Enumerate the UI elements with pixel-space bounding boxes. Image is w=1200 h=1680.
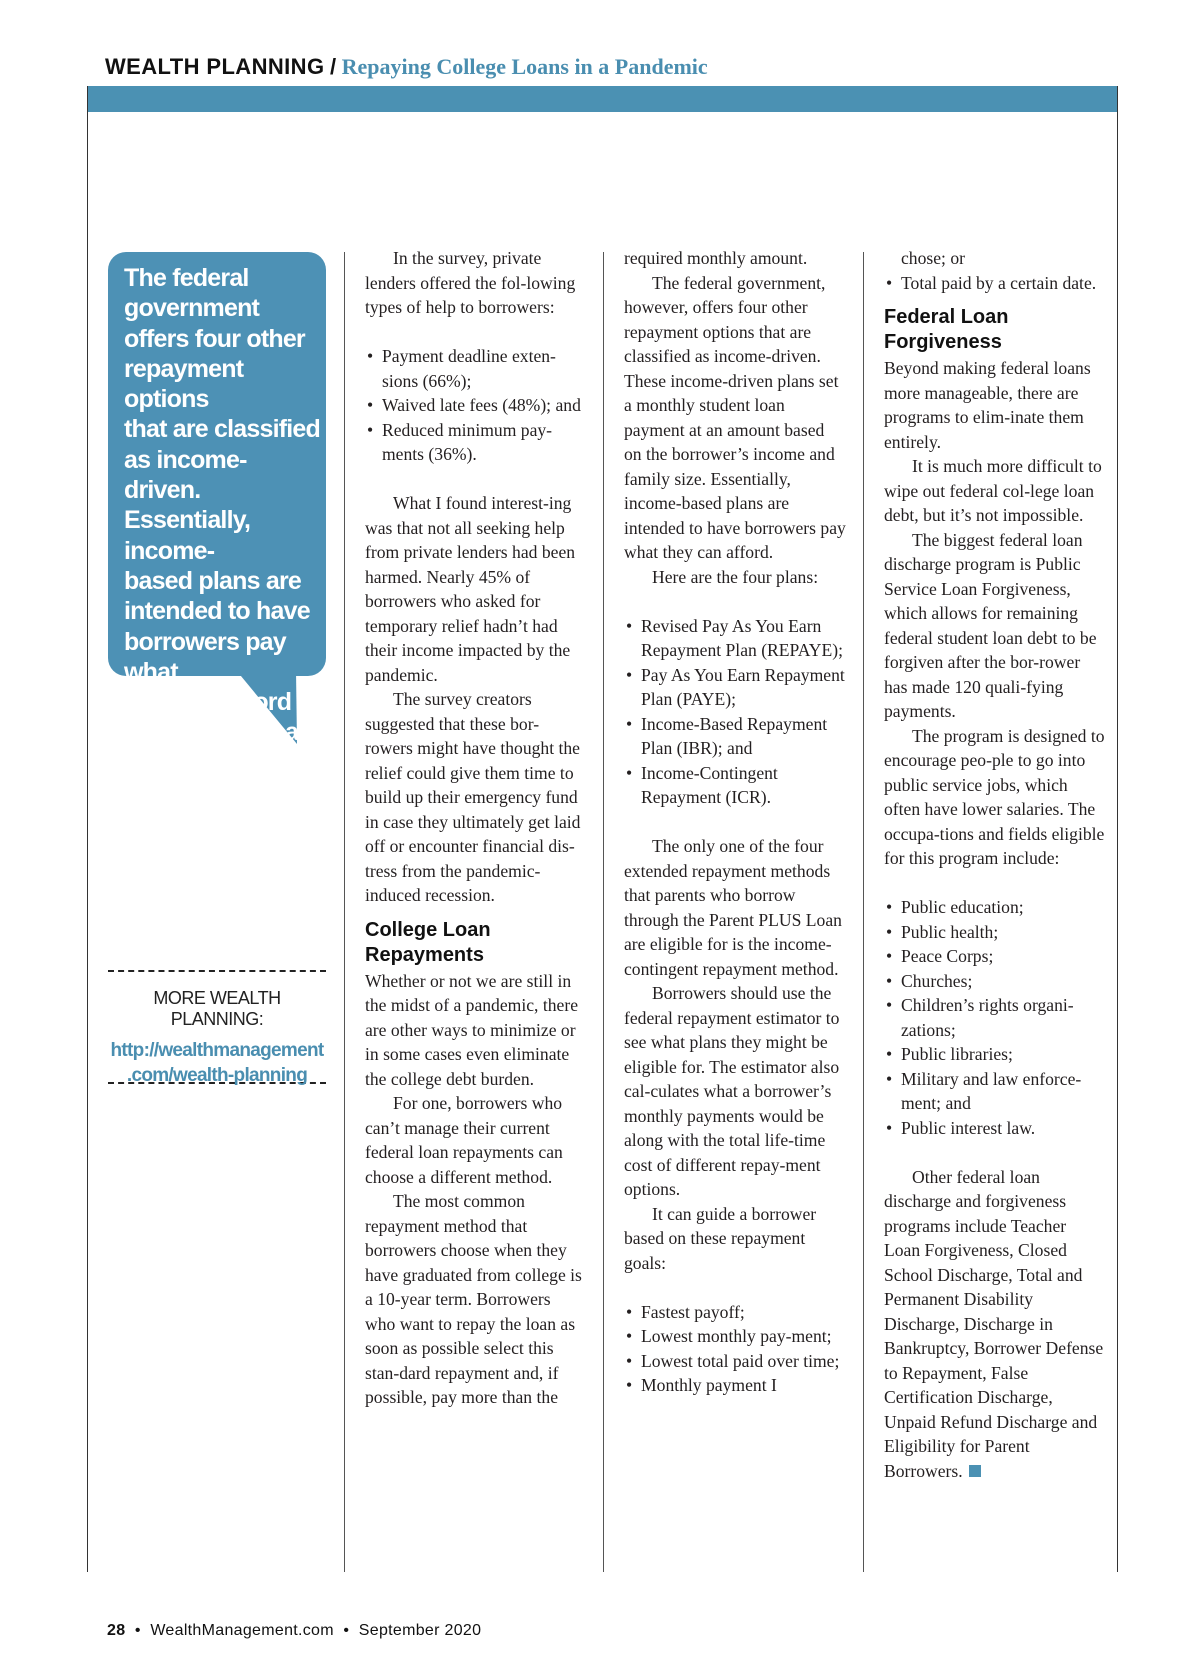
pull-quote-line: based plans are	[124, 566, 301, 595]
income-driven-plans-list	[624, 614, 846, 810]
link-line: .com/wealth-planning	[126, 1065, 308, 1086]
pull-quote-line: rather than what	[124, 718, 306, 747]
pull-quote-line: government	[124, 294, 260, 323]
more-label: MORE WEALTH PLANNING:	[153, 988, 281, 1029]
subheading-college-loan-repayments: College Loan Repayments	[365, 918, 491, 966]
list-item: • Military and law enforce-ment; and	[884, 1067, 1106, 1116]
footer-bullet: •	[338, 1622, 355, 1639]
footer-bullet: •	[130, 1622, 146, 1639]
article-column-2	[624, 246, 846, 1398]
pull-quote-line: borrowers pay what	[124, 627, 286, 686]
pull-quote-line: as income-driven.	[124, 445, 247, 505]
section-label: WEALTH PLANNING	[105, 54, 325, 79]
repayment-goals-list-cont	[884, 271, 1106, 296]
list-item: • Income-Based Repayment Plan (IBR); and	[624, 712, 846, 761]
publication-name: WealthManagement.com	[150, 1622, 334, 1639]
more-wealth-planning-box	[108, 970, 326, 1084]
pull-quote-line: The federal	[124, 264, 249, 292]
body-paragraph: The most common repayment method that borrowers choose when they have graduated from college is a 10-year term. Borrowers who want to repay the loan as soon as possible select this stan-dard repayment and, if possible, pay more than the	[365, 1191, 582, 1407]
list-item: • Public libraries;	[884, 1042, 1106, 1067]
list-item: • Lowest monthly pay-ment;	[624, 1324, 846, 1349]
pull-quote-line: they owe.	[124, 748, 231, 777]
subheading-federal-loan-forgiveness: Federal Loan Forgiveness	[884, 306, 1009, 353]
header-separator: /	[329, 54, 337, 79]
article-column-1	[365, 246, 585, 1410]
body-paragraph: It is much more difficult to wipe out federal col-lege loan debt, but it’s not impossible.	[884, 456, 1102, 525]
list-continuation: chose; or	[901, 248, 966, 268]
list-item: • Public health;	[884, 920, 1106, 945]
body-paragraph: Here are the four plans:	[652, 566, 819, 587]
list-item: • Churches;	[884, 969, 1106, 994]
help-types-list	[365, 344, 585, 467]
list-item: • Public education;	[884, 895, 1106, 920]
list-item: • Waived late fees (48%); and	[365, 393, 585, 418]
page-footer	[107, 1622, 481, 1640]
end-of-article-mark	[969, 1465, 981, 1477]
eligible-fields-list	[884, 895, 1106, 1140]
column-rule	[344, 252, 345, 1572]
body-paragraph: Beyond making federal loans more manageable, there are programs to elim-inate them entirely.	[884, 358, 1091, 452]
list-item: • Peace Corps;	[884, 944, 1106, 969]
list-item: • Fastest payoff;	[624, 1300, 846, 1325]
pull-quote-line: offers four other	[124, 324, 305, 353]
article-topic: Repaying College Loans in a Pandemic	[341, 54, 708, 79]
body-paragraph: The program is designed to encourage peo-ple to go into public service jobs, which often have lower salaries. The occupa-tions and fields eligible for this program include:	[884, 725, 1105, 868]
page-number: 28	[107, 1622, 126, 1639]
list-item: • Reduced minimum pay-ments (36%).	[365, 418, 585, 467]
list-item: • Revised Pay As You Earn Repayment Plan (REPAYE);	[624, 614, 846, 663]
body-paragraph: Whether or not we are still in the midst of a pandemic, there are other ways to minimize or in some cases even eliminate the college debt burden.	[365, 970, 579, 1089]
article-column-3	[884, 246, 1106, 1483]
issue-date: September 2020	[358, 1622, 482, 1639]
list-item: • Children’s rights organi-zations;	[884, 993, 1106, 1042]
pull-quote-line: that are classified	[124, 415, 321, 444]
column-rule	[863, 252, 864, 1572]
column-rule	[603, 252, 604, 1572]
list-item: • Public interest law.	[884, 1116, 1106, 1141]
list-item: • Income-Contingent Repayment (ICR).	[624, 761, 846, 810]
body-paragraph-final	[884, 1165, 1106, 1484]
final-paragraph-text: Other federal loan discharge and forgiveness programs include Teacher Loan Forgiveness, Closed School Discharge, Total and Permanent Disability Discharge, Discharge in Bankruptcy, Borrower Defense to Repayment, False Certification Discharge, Unpaid Refund Discharge and Eligibility for Parent Borrowers.	[884, 1166, 1104, 1481]
list-item: • Total paid by a certain date.	[884, 271, 1106, 296]
list-item: • Monthly payment I	[624, 1373, 846, 1398]
list-item: • Lowest total paid over time;	[624, 1349, 846, 1374]
repayment-goals-list	[624, 1300, 846, 1398]
body-paragraph: It can guide a borrower based on these repayment goals:	[624, 1203, 817, 1273]
body-paragraph: The only one of the four extended repayment methods that parents who borrow through the Parent PLUS Loan are eligible for is the income-contingent repayment method.	[624, 836, 842, 979]
body-paragraph: Borrowers should use the federal repayment estimator to see what plans they might be eligible for. The estimator also cal-culates what a borrower’s monthly payments would be along with the total life-time cost of different repay-ment options.	[624, 983, 840, 1199]
body-paragraph: The survey creators suggested that these bor-rowers might have thought the relief could give them time to build up their emergency fund in case they ultimately get laid off or encounter financial dis-tress from the pandemic-induced recession.	[365, 689, 581, 905]
list-item: • Payment deadline exten-sions (66%);	[365, 344, 585, 393]
pull-quote-text	[124, 263, 320, 778]
pull-quote-line: Essentially, income-	[124, 506, 251, 565]
pull-quote-line: they can afford	[124, 688, 292, 717]
body-paragraph: What I found interest-ing was that not all seeking help from private lenders had been harmed. Nearly 45% of borrowers who asked for temporary relief hadn’t had their income impacted by the pandemic.	[365, 493, 576, 685]
body-paragraph: The federal government, however, offers four other repayment options that are classified as income-driven. These income-driven plans set a monthly student loan payment at an amount based on the borrower’s income and family size. Essentially, income-based plans are intended to have borrowers pay what they can afford.	[624, 272, 846, 562]
body-paragraph: The biggest federal loan discharge program is Public Service Loan Forgiveness, which allows for remaining federal student loan debt to be forgiven after the bor-rower has made 120 quali-fying payments.	[884, 529, 1097, 721]
pull-quote-line: intended to have	[124, 597, 310, 626]
link-line: http://wealthmanagement	[110, 1040, 324, 1061]
body-paragraph: For one, borrowers who can’t manage their current federal loan repayments can choose a different method.	[365, 1093, 563, 1187]
list-item: • Pay As You Earn Repayment Plan (PAYE);	[624, 663, 846, 712]
body-paragraph: In the survey, private lenders offered the fol-lowing types of help to borrowers:	[365, 248, 576, 317]
pull-quote-line: repayment options	[124, 354, 244, 414]
wealth-planning-link[interactable]	[108, 1038, 326, 1088]
body-paragraph: required monthly amount.	[624, 248, 808, 268]
